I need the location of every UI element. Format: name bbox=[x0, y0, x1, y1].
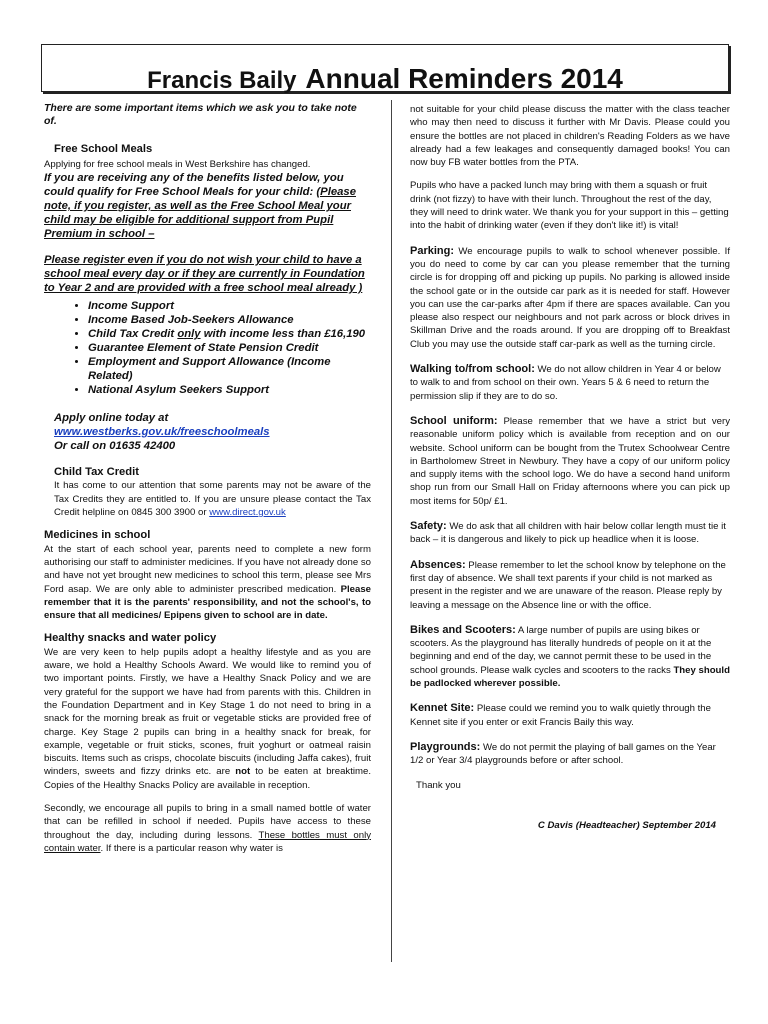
direct-gov-link[interactable]: www.direct.gov.uk bbox=[209, 507, 286, 519]
bikes-section: Bikes and Scooters: A large number of pupils are using bikes or scooters. As the playground has literally hundreds of people on it at the beginning and end of the day, we cannot permit these to be used in the school grounds. Please walk cycles and scooters to the racks They should be padlocked wherever possible. bbox=[410, 623, 730, 689]
left-column bbox=[44, 100, 371, 855]
list-item: • Income Based Job-Seekers Allowance bbox=[88, 313, 371, 327]
snacks-heading: Healthy snacks and water policy bbox=[44, 632, 217, 645]
absences-section: Absences: Please remember to let the school know by telephone on the first day of absence. We shall text parents if your child is not marked as present in the register and we are unaware of the reason. Please reply by leaving a message on the Absence line or with the office. bbox=[410, 558, 726, 611]
packed-lunch-paragraph: Pupils who have a packed lunch may bring with them a squash or fruit drink (not fizzy) to have with their lunch. Throughout the rest of the day, they will need to drink water. We thank you for your support in this – getting into the habit of drinking water (even if they don't like it!) is vital! bbox=[410, 180, 729, 232]
benefits-list bbox=[44, 299, 371, 397]
freeschoolmeals-link[interactable]: www.westberks.gov.uk/freeschoolmeals bbox=[54, 426, 270, 439]
signature: C Davis (Headteacher) September 2014 bbox=[537, 819, 716, 831]
walking-section: Walking to/from school: We do not allow children in Year 4 or below to walk to and from school on their own. Years 5 & 6 need to return the permission slip if they are to do so. bbox=[410, 363, 721, 402]
fsm-paragraph: Applying for free school meals in West Berkshire has changed. bbox=[44, 158, 311, 170]
child-tax-credit-heading: Child Tax Credit bbox=[54, 466, 139, 479]
water-paragraph: Secondly, we encourage all pupils to bring in a small named bottle of water that can be refilled in school if needed. Pupils have access to these throughout the day, including during lessons. These bottles must only contain water. If there is a particular reason why water is bbox=[44, 803, 371, 854]
thank-you: Thank you bbox=[416, 780, 461, 792]
snacks-paragraph: We are very keen to help pupils adopt a healthy lifestyle and as you are aware, we hold a Healthy Schools Award. We would like to remind you of two important points. Firstly, we have a Healthy Snack Policy and we are very grateful for the support we have had from parents with this. Children in the Foundation Department and in Key Stage 1 do not need to bring in a snack for the morning break as fruit or vegetable sticks are provided free of charge. Key Stage 2 pupils can bring in a healthy snack for break, for example, vegetable or fruit sticks, scones, fruit yoghurt or oatmeal raisin biscuits. Items such as crisps, chocolate biscuits (including Jaffa cakes), fruit winders, sweets and fizzy drinks etc. are not to be eaten at breaktime. Copies of the Healthy Snacks Policy are available in reception. bbox=[44, 646, 372, 791]
column-divider bbox=[391, 100, 392, 962]
intro-text: There are some important items which we ask you to take note of. bbox=[44, 102, 357, 128]
list-item: • Income Support bbox=[88, 299, 371, 313]
ctc-paragraph: It has come to our attention that some parents may not be aware of the Tax Credits they are entitled to. If you are unsure please contact the Tax Credit helpline on 0845 300 3900 or www.direct.gov.uk bbox=[54, 480, 371, 519]
medicines-paragraph: At the start of each school year, parents need to complete a new form authorising our staff to administer medicines. If you have not already done so and have not yet brought new medicines to school this term, please see Mrs Ford asap. We are only able to administer prescribed medication. Please remember that it is the parents' responsibility, and not the school's, to ensure that all medicines/ Epipens given to school are in date. bbox=[44, 543, 371, 622]
list-item: • Employment and Support Allowance (Income Related) bbox=[88, 355, 371, 383]
water-continued: not suitable for your child please discuss the matter with the class teacher who may then need to discuss it further with Mr Davis. Please could you ensure the bottles are not placed in children's Reading Folders as we have already had a few leakages and consequently damaged books! You can now buy FB water bottles from the PTA. bbox=[410, 104, 730, 169]
playgrounds-section: Playgrounds: We do not permit the playing of ball games on the Year 1/2 or Year 3/4 playgrounds before or after school. bbox=[410, 740, 716, 767]
uniform-section: School uniform: Please remember that we have a strict but very reasonable uniform policy which is available from reception and on our website. School uniform can be bought from the Trutex Schoolwear Centre in Bartholomew Street in Newbury. They have a copy of our uniform policy and supply items with the school logo. We do have a second hand uniform shop run from our Small Hall on Friday afternoons where you can pick up most items for 50p/ £1. bbox=[410, 414, 730, 507]
kennet-section: Kennet Site: Please could we remind you to walk quietly through the Kennet site if you enter or exit Francis Baily this way. bbox=[410, 702, 711, 728]
fsm-register-note: Please register even if you do not wish your child to have a school meal every day or if they are currently in Foundation to Year 2 and are provided with a free school meal already ) bbox=[44, 254, 365, 295]
free-school-meals-heading: Free School Meals bbox=[54, 142, 153, 155]
parking-section: Parking: We encourage pupils to walk to school whenever possible. If you do need to come by car can you please remember that the turning circle is for dropping off and picking up pupils. No parking is allowed inside the school gate or in the outside car park as it is needed for staff. However you can use the car-parks after 4pm if there are spaces available. Can you please also respect our neighbours and not park across or block drives in Skillman Drive and the roads around. If you are dropping off to Breakfast Club you may use the outside staff car-park as well as the turning circle. bbox=[410, 244, 730, 350]
page-title: Francis Baily Annual Reminders 2014 bbox=[147, 63, 623, 94]
fsm-eligibility: If you are receiving any of the benefits listed below, you could qualify for Free School Meals for your child: (Please note, if you register, as well as the Free School Meal your child may be eligible for additional support from Pupil Premium in school – bbox=[44, 172, 356, 241]
right-column bbox=[410, 103, 730, 832]
list-item: • Child Tax Credit only with income less than £16,190 bbox=[88, 327, 371, 341]
title-box bbox=[41, 44, 729, 92]
safety-section: Safety: We do ask that all children with hair below collar length must tie it back – it is dangerous and likely to pick up headlice when it is loose. bbox=[410, 520, 726, 546]
list-item: • Guarantee Element of State Pension Credit bbox=[88, 341, 371, 355]
list-item: • National Asylum Seekers Support bbox=[88, 383, 371, 397]
medicines-heading: Medicines in school bbox=[44, 529, 151, 542]
apply-block: Apply online today at www.westberks.gov.uk/freeschoolmeals Or call on 01635 42400 bbox=[54, 412, 270, 453]
